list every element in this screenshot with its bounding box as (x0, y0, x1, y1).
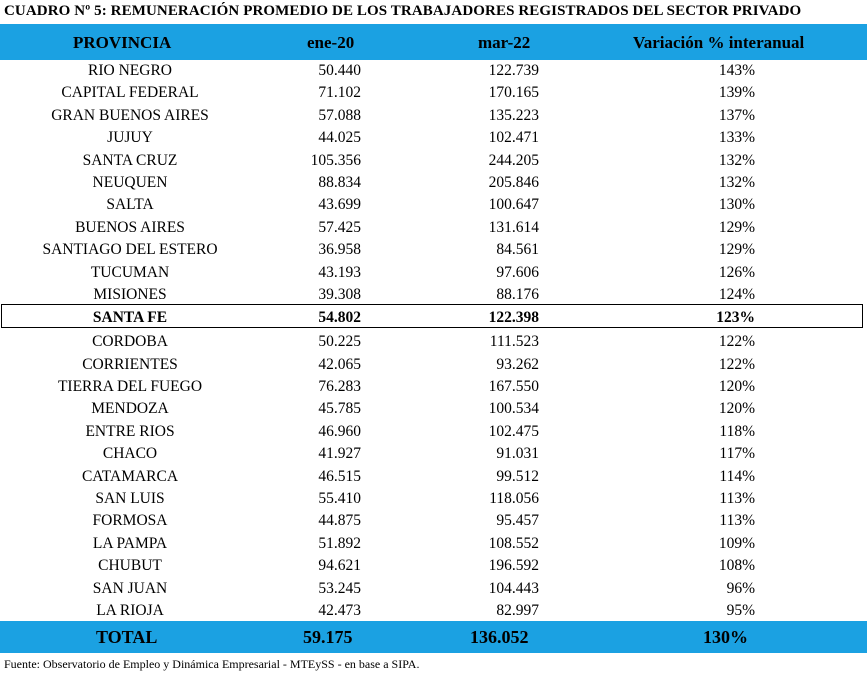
table-row (0, 466, 867, 488)
cell-mar-22: 205.846 (488, 173, 539, 191)
cell-provincia: SALTA (106, 196, 154, 214)
table-row (0, 217, 867, 239)
cell-ene-20: 43.193 (318, 263, 361, 281)
cell-mar-22: 97.606 (496, 263, 539, 281)
cell-mar-22: 102.475 (488, 422, 539, 440)
cell-variacion: 108% (718, 557, 755, 575)
table-row (0, 194, 867, 216)
cell-variacion: 130% (718, 196, 755, 214)
cell-provincia: SAN JUAN (92, 579, 168, 597)
header-ene-20: ene-20 (307, 33, 355, 52)
total-row (0, 621, 867, 653)
cell-variacion: 124% (718, 285, 755, 303)
cell-variacion: 96% (726, 579, 755, 597)
cell-provincia: CHACO (102, 445, 158, 463)
cell-mar-22: 88.176 (496, 285, 539, 303)
cell-mar-22: 131.614 (488, 218, 539, 236)
cell-variacion: 113% (719, 490, 755, 508)
cell-mar-22: 93.262 (496, 355, 539, 373)
cell-provincia: ENTRE RIOS (85, 422, 175, 440)
cell-mar-22: 102.471 (488, 129, 539, 147)
table-row (0, 150, 867, 172)
cell-mar-22: 82.997 (496, 601, 539, 619)
table-row (0, 239, 867, 261)
cell-mar-22: 108.552 (488, 534, 539, 552)
table-row (0, 600, 867, 622)
cell-variacion: 120% (718, 378, 755, 396)
header-provincia: PROVINCIA (73, 33, 172, 52)
cell-provincia: RIO NEGRO (88, 62, 172, 79)
cell-provincia: BUENOS AIRES (75, 218, 185, 236)
cell-mar-22: 170.165 (488, 84, 539, 102)
cell-mar-22: 111.523 (489, 333, 539, 351)
cell-ene-20: 53.245 (318, 579, 361, 597)
cell-provincia: CHUBUT (98, 557, 162, 575)
cell-ene-20: 50.225 (318, 333, 361, 351)
total-label: TOTAL (96, 627, 158, 647)
table-row (0, 105, 867, 127)
cell-mar-22: 104.443 (488, 579, 539, 597)
cell-ene-20: 46.515 (318, 467, 361, 485)
cell-ene-20: 105.356 (310, 151, 361, 169)
cell-provincia: CAPITAL FEDERAL (61, 84, 199, 102)
cell-variacion: 139% (718, 84, 755, 102)
cell-variacion: 122% (718, 333, 755, 351)
cell-mar-22: 118.056 (489, 490, 539, 508)
table-row (0, 555, 867, 577)
table-row (0, 262, 867, 284)
cell-mar-22: 84.561 (496, 241, 539, 259)
table-row (0, 398, 867, 420)
cell-ene-20: 41.927 (318, 445, 361, 463)
cell-variacion: 132% (718, 173, 755, 191)
cell-ene-20: 94.621 (318, 557, 361, 575)
cell-variacion: 123% (716, 309, 755, 327)
cell-variacion: 117% (719, 445, 755, 463)
cell-provincia: CATAMARCA (81, 467, 179, 485)
table-row (0, 533, 867, 555)
table-row (0, 443, 867, 465)
cell-variacion: 137% (718, 106, 755, 124)
total-ene-20: 59.175 (303, 627, 353, 647)
cell-provincia: LA RIOJA (96, 601, 164, 619)
table-row (0, 172, 867, 194)
cell-mar-22: 244.205 (488, 151, 539, 169)
cell-variacion: 114% (719, 467, 755, 485)
table-row (0, 60, 867, 82)
source-note: Fuente: Observatorio de Empleo y Dinámica Empresarial - MTEySS - en base a SIPA. (4, 657, 420, 671)
header-variacion: Variación % interanual (633, 33, 805, 52)
cell-variacion: 129% (718, 218, 755, 236)
table-row (0, 354, 867, 376)
cell-variacion: 120% (718, 400, 755, 418)
cell-provincia: SANTA FE (92, 309, 168, 327)
cell-provincia: SANTIAGO DEL ESTERO (42, 241, 218, 259)
table-row (0, 331, 867, 353)
cell-ene-20: 55.410 (318, 490, 361, 508)
cell-ene-20: 39.308 (318, 285, 361, 303)
table-title: CUADRO Nº 5: REMUNERACIÓN PROMEDIO DE LOS TRABAJADORES REGISTRADOS DEL SECTOR PRIVADO (4, 3, 802, 19)
cell-variacion: 109% (718, 534, 755, 552)
cell-ene-20: 46.960 (318, 422, 361, 440)
cell-variacion: 122% (718, 355, 755, 373)
cell-variacion: 129% (718, 241, 755, 259)
cell-ene-20: 42.473 (318, 601, 361, 619)
cell-mar-22: 100.534 (488, 400, 539, 418)
cell-ene-20: 45.785 (318, 400, 361, 418)
cell-provincia: TUCUMAN (90, 263, 170, 281)
cell-ene-20: 44.875 (318, 512, 361, 530)
cell-ene-20: 88.834 (318, 173, 361, 191)
cell-provincia: FORMOSA (92, 512, 168, 530)
cell-mar-22: 135.223 (488, 106, 539, 124)
cell-mar-22: 196.592 (488, 557, 539, 575)
cell-provincia: CORRIENTES (82, 355, 178, 373)
cell-provincia: TIERRA DEL FUEGO (57, 378, 203, 396)
table-row (0, 284, 867, 306)
table-row (0, 578, 867, 600)
cell-ene-20: 42.065 (318, 355, 361, 373)
cell-variacion: 133% (718, 129, 755, 147)
header-mar-22: mar-22 (478, 33, 531, 52)
cell-ene-20: 54.802 (318, 309, 361, 327)
cell-mar-22: 167.550 (488, 378, 539, 396)
cell-ene-20: 36.958 (318, 241, 361, 259)
table-row (0, 127, 867, 149)
table-row (0, 510, 867, 532)
cell-variacion: 113% (719, 512, 755, 530)
cell-ene-20: 51.892 (318, 534, 361, 552)
table-row (0, 82, 867, 104)
cell-variacion: 95% (726, 601, 755, 619)
cell-mar-22: 122.398 (488, 309, 539, 327)
cell-provincia: LA PAMPA (92, 534, 168, 552)
table-row (0, 376, 867, 398)
table-row (0, 421, 867, 443)
cell-provincia: SAN LUIS (95, 490, 165, 508)
cell-variacion: 118% (719, 422, 755, 440)
cell-mar-22: 99.512 (496, 467, 539, 485)
cell-provincia: NEUQUEN (92, 173, 168, 191)
cell-variacion: 132% (718, 151, 755, 169)
cell-ene-20: 57.425 (318, 218, 361, 236)
table-body (0, 60, 867, 622)
cell-ene-20: 71.102 (318, 84, 361, 102)
cell-provincia: CORDOBA (92, 333, 168, 351)
cell-ene-20: 43.699 (318, 196, 361, 214)
cell-provincia: MISIONES (93, 285, 167, 303)
cell-mar-22: 100.647 (488, 196, 539, 214)
cell-provincia: GRAN BUENOS AIRES (51, 106, 209, 124)
cell-mar-22: 91.031 (496, 445, 539, 463)
cell-ene-20: 76.283 (318, 378, 361, 396)
cell-mar-22: 95.457 (496, 512, 539, 530)
cell-provincia: SANTA CRUZ (82, 151, 178, 169)
table-header (0, 24, 867, 60)
total-variacion: 130% (703, 627, 748, 647)
cell-ene-20: 44.025 (318, 129, 361, 147)
cell-ene-20: 57.088 (318, 106, 361, 124)
total-mar-22: 136.052 (470, 627, 529, 647)
cell-variacion: 143% (718, 62, 755, 79)
cell-ene-20: 50.440 (318, 62, 361, 79)
cell-variacion: 126% (718, 263, 755, 281)
cell-provincia: JUJUY (107, 129, 153, 147)
cell-provincia: MENDOZA (91, 400, 169, 418)
cell-mar-22: 122.739 (488, 62, 539, 79)
table-row (0, 488, 867, 510)
highlight-box (1, 304, 863, 328)
